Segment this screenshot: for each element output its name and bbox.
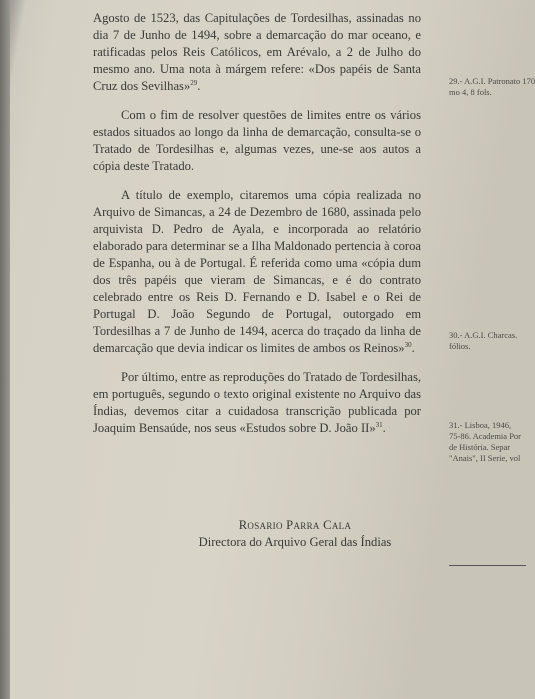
footnote-ref-29: 29 [190,78,198,87]
page-edge [0,0,10,699]
paragraph-3: A título de exemplo, citaremos uma cópia realizada no Arquivo de Simancas, a 24 de Dezembro de 1680, assinada pelo arquivista D. Pedro de Ayala, e incorporada ao relatório elaborado para determinar se a Ilha Maldonado pertencia à coroa de Espanha, ou à de Portugal. É referida como uma «cópia dum dos três papéis que vieram de Simancas, e é do contrato celebrado entre os Reis D. Fernando e D. Isabel e o Rei de Portugal D. João Segundo de Portugal, outorgado em Tordesilhas a 7 de Junho de 1494, acerca do traçado da linha de demarcação que devia indicar os limites de ambos os Reinos»$^{30}$. [93,188,421,355]
paragraph-4: Por último, entre as reproduções do Tratado de Tordesilhas, em português, segundo o texto original existente no Arquivo das Índias, devemos citar a cuidadosa transcrição publicada por Joaquim Bensaúde, nos seus «Estudos sobre D. João II»$^{31}$. [93,370,421,435]
body-text [93,10,421,449]
footnote-rule [449,565,526,566]
paragraph-1: Agosto de 1523, das Capitulações de Tordesilhas, assinadas no dia 7 de Junho de 1494, sobre a demarcação do mar oceano, e ratificadas pelos Reis Católicos, em Arévalo, a 2 de Julho do mesmo ano. Uma nota à márgem refere: «Dos papéis de Santa Cruz dos Sevilhas»$^{29}$. [93,11,421,93]
margin-note-31: 31.- Lisboa, 1946, 75-86. Academia Por de História. Separ "Anais", II Serie, vol [449,420,521,463]
margin-note-29: 29.- A.G.I. Patronato 170 mo 4, 8 fols. [449,76,535,97]
margin-note-30: 30.- A.G.I. Charcas. fólios. [449,330,518,351]
signature-block [170,517,420,551]
footnote-ref-30: 30 [404,340,412,349]
footnote-ref-31: 31 [375,420,383,429]
signatory-name: Rosario Parra Cala [238,518,352,532]
paragraph-2: Com o fim de resolver questões de limites entre os vários estados situados ao longo da linha de demarcação, consulta-se o Tratado de Tordesilhas e, algumas vezes, une-se aos autos a cópia deste Tratado. [93,108,421,173]
signatory-title: Directora do Arquivo Geral das Índias [198,535,392,549]
